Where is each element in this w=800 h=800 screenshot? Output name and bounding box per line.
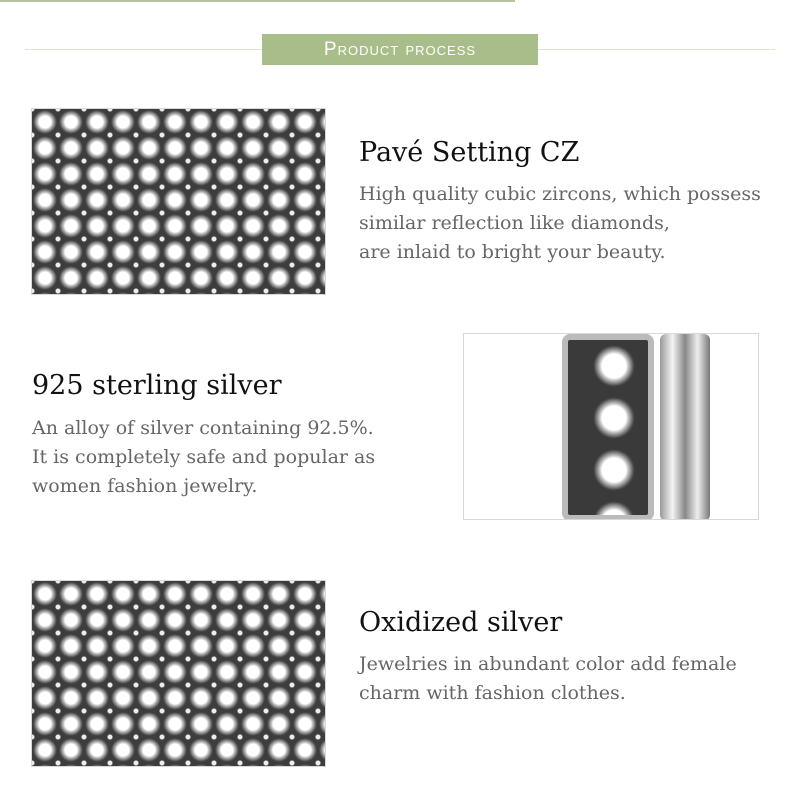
desc-line: High quality cubic zircons, which possess — [359, 183, 761, 205]
section-banner: Product process — [262, 34, 538, 65]
section-title: 925 sterling silver — [32, 370, 282, 401]
oxidized-silver-photo — [31, 580, 326, 767]
top-divider — [0, 0, 515, 2]
section-title: Pavé Setting CZ — [359, 137, 580, 168]
desc-line: An alloy of silver containing 92.5%. — [32, 417, 374, 439]
section-title: Oxidized silver — [359, 607, 563, 638]
sterling-silver-photo — [463, 333, 759, 520]
silver-band-detail — [660, 334, 710, 520]
section-description — [32, 414, 375, 501]
section-description — [359, 180, 761, 267]
desc-line: similar reflection like diamonds, — [359, 212, 670, 234]
desc-line: charm with fashion clothes. — [359, 682, 626, 704]
desc-line: women fashion jewelry. — [32, 475, 258, 497]
stone-ring-detail — [562, 334, 654, 520]
desc-line: It is completely safe and popular as — [32, 446, 376, 468]
desc-line: Jewelries in abundant color add female — [359, 653, 737, 675]
pave-setting-photo — [31, 108, 326, 295]
section-description — [359, 650, 737, 708]
desc-line: are inlaid to bright your beauty. — [359, 241, 666, 263]
